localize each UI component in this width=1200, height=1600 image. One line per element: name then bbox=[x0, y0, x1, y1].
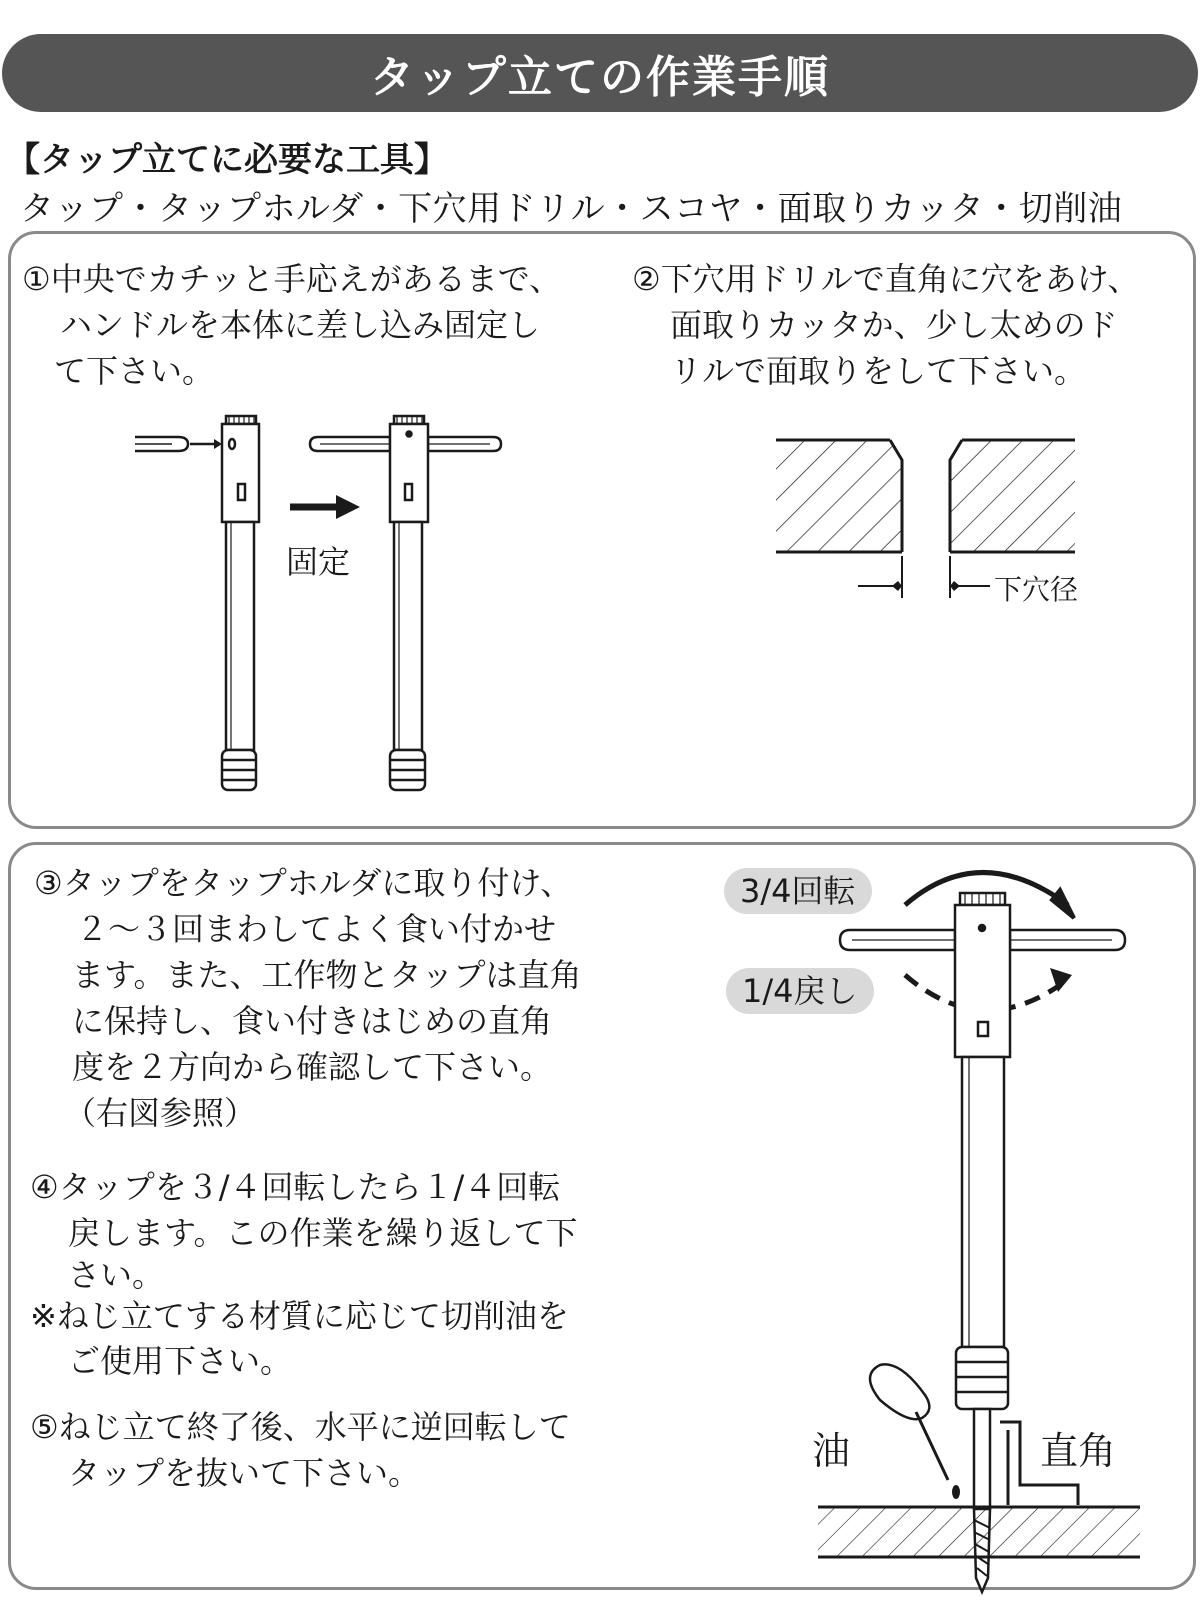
step-4-line: さい。 bbox=[68, 1256, 165, 1294]
step-5-line: タップを抜いて下さい。 bbox=[68, 1454, 421, 1492]
right-angle-label: 直角 bbox=[1040, 1429, 1117, 1473]
step-3-line: （右図参照） bbox=[64, 1094, 257, 1132]
step-3-line: ２～３回まわしてよく食い付かせ bbox=[76, 910, 557, 948]
tools-list: タップ・タップホルダ・下穴用ドリル・スコヤ・面取りカッタ・切削油 bbox=[20, 189, 1123, 229]
step-4-line: ④タップを３/４回転したら１/４回転 bbox=[30, 1168, 561, 1206]
rotate-forward-badge: 3/4回転 bbox=[724, 868, 872, 914]
oil-label: 油 bbox=[812, 1429, 851, 1473]
page-title: タップ立ての作業手順 bbox=[370, 52, 830, 103]
step-2-line: ②下穴用ドリルで直角に穴をあけ、 bbox=[632, 260, 1140, 298]
tools-heading: 【タップ立てに必要な工具】 bbox=[6, 140, 448, 180]
step-2-line: リルで面取りをして下さい。 bbox=[670, 352, 1087, 390]
fix-label: 固定 bbox=[286, 543, 351, 581]
step-3-line: ③タップをタップホルダに取り付け、 bbox=[34, 864, 573, 902]
step-5-line: ⑤ねじ立て終了後、水平に逆回転して bbox=[30, 1408, 571, 1446]
step-3-line: ます。また、工作物とタップは直角 bbox=[72, 956, 582, 994]
step-1-line: て下さい。 bbox=[54, 352, 215, 390]
step-3-line: 度を２方向から確認して下さい。 bbox=[72, 1048, 553, 1086]
pilot-hole-diameter-label: 下穴径 bbox=[994, 573, 1079, 606]
note-line: ご使用下さい。 bbox=[68, 1342, 293, 1380]
step-4-line: 戻します。この作業を繰り返して下 bbox=[68, 1214, 578, 1252]
note-line: ※ねじ立てする材質に応じて切削油を bbox=[30, 1297, 569, 1335]
step-1-line: ①中央でカチッと手応えがあるまで、 bbox=[22, 260, 562, 298]
step-2-line: 面取りカッタか、少し太めのド bbox=[670, 306, 1118, 344]
step-1-line: ハンドルを本体に差し込み固定し bbox=[60, 306, 541, 344]
step-3-line: に保持し、食い付きはじめの直角 bbox=[72, 1002, 553, 1040]
rotate-back-badge: 1/4戻し bbox=[726, 968, 874, 1014]
